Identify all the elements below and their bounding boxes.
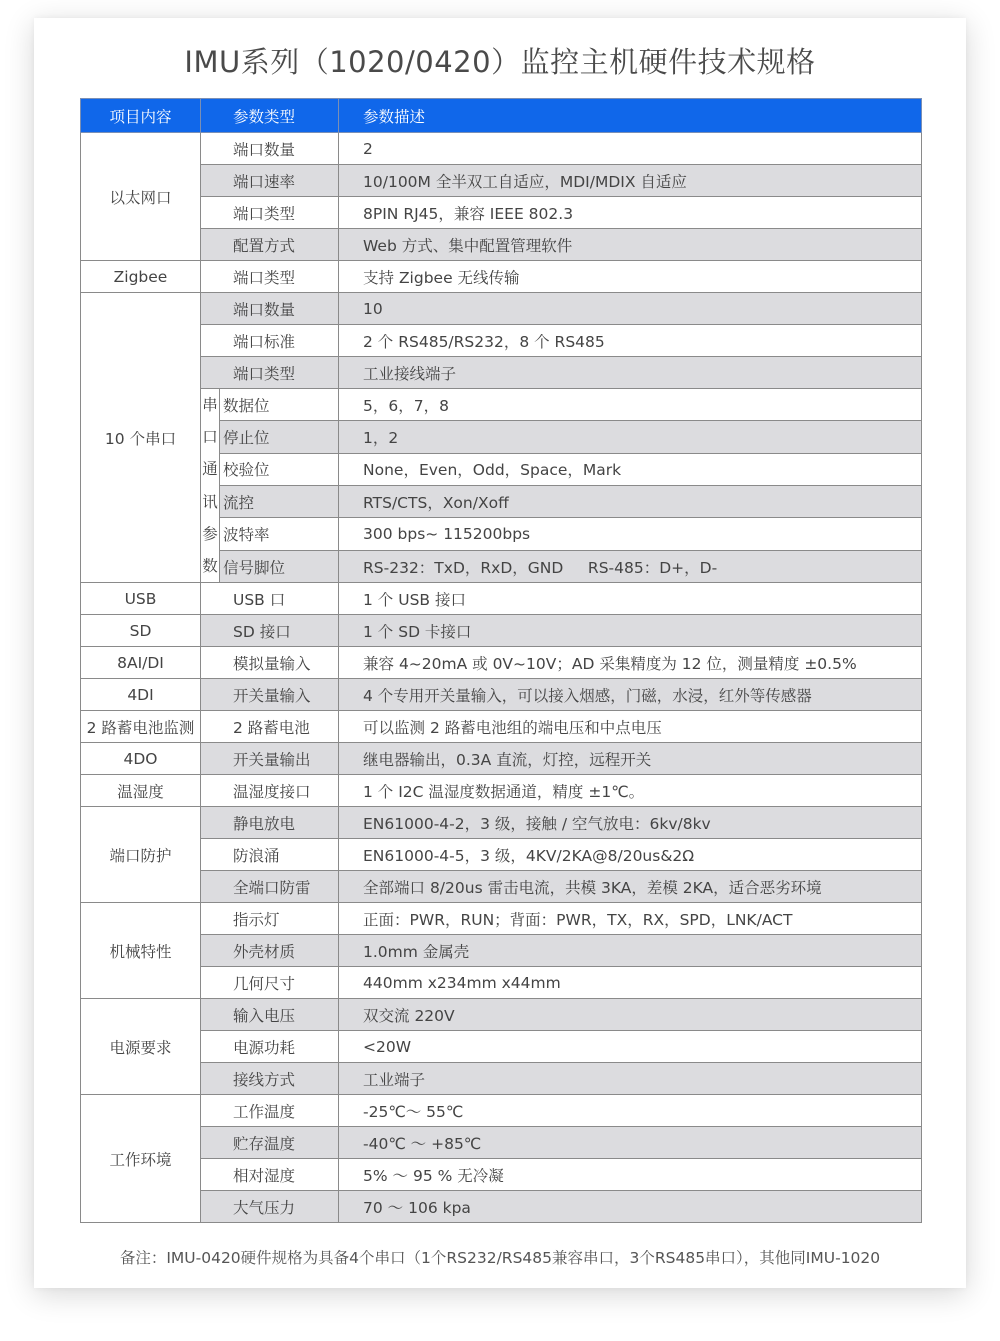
desc-cell: 正面：PWR，RUN；背面：PWR，TX，RX，SPD，LNK/ACT [339,903,922,935]
param-cell: 端口数量 [201,293,339,325]
param-cell: 输入电压 [201,999,339,1031]
desc-cell: 全部端口 8/20us 雷击电流，共模 3KA，差模 2KA，适合恶劣环境 [339,871,922,903]
desc-cell: 双交流 220V [339,999,922,1031]
param-cell: 工作温度 [201,1095,339,1127]
table-row [81,743,922,775]
param-cell: 校验位 [220,453,339,485]
desc-cell: 2 个 RS485/RS232，8 个 RS485 [339,325,922,357]
desc-cell: 1，2 [339,421,922,453]
table-row [81,871,922,903]
param-cell: 相对湿度 [201,1159,339,1191]
table-row [81,1031,922,1063]
desc-cell: Web 方式、集中配置管理软件 [339,229,922,261]
table-row [81,325,922,357]
table-row [81,229,922,261]
param-cell: 停止位 [220,421,339,453]
header-param-type: 参数类型 [201,99,339,133]
param-cell: 流控 [220,486,339,518]
category-usb: USB [81,583,201,615]
spec-table [80,98,922,1223]
header-param-desc: 参数描述 [339,99,922,133]
comm-label-char: 数 [202,557,218,576]
table-row [81,1191,922,1223]
param-cell: 2 路蓄电池 [201,711,339,743]
category-environment: 工作环境 [81,1095,201,1223]
desc-cell: 兼容 4~20mA 或 0V~10V；AD 采集精度为 12 位，测量精度 ±0.5% [339,647,922,679]
param-cell: 端口类型 [201,197,339,229]
table-row [81,679,922,711]
table-row [81,357,922,389]
comm-label-char: 参 [202,524,218,543]
desc-cell: 可以监测 2 路蓄电池组的端电压和中点电压 [339,711,922,743]
param-cell: 防浪涌 [201,839,339,871]
table-row [81,999,922,1031]
category-ethernet: 以太网口 [81,133,201,261]
table-row [81,389,922,421]
table-row [81,903,922,935]
table-row [81,615,922,647]
category-power: 电源要求 [81,999,201,1095]
category-do: 4DO [81,743,201,775]
param-cell: 指示灯 [201,903,339,935]
footnote: 备注：IMU-0420硬件规格为具备4个串口（1个RS232/RS485兼容串口，3个RS485串口），其他同IMU-1020 [119,1249,881,1267]
table-row [81,197,922,229]
desc-cell: None，Even，Odd，Space，Mark [339,453,922,485]
param-cell: 配置方式 [201,229,339,261]
desc-cell: 300 bps~ 115200bps [339,518,922,550]
param-cell: 数据位 [220,389,339,421]
category-protection: 端口防护 [81,807,201,903]
desc-cell: 工业端子 [339,1063,922,1095]
desc-cell: -25℃～ 55℃ [339,1095,922,1127]
param-cell: 几何尺寸 [201,967,339,999]
param-cell: SD 接口 [201,615,339,647]
desc-cell: 8PIN RJ45，兼容 IEEE 802.3 [339,197,922,229]
table-row [81,133,922,165]
desc-cell: EN61000-4-2，3 级，接触 / 空气放电：6kv/8kv [339,807,922,839]
desc-cell: EN61000-4-5，3 级，4KV/2KA@8/20us&2Ω [339,839,922,871]
desc-cell: 1 个 SD 卡接口 [339,615,922,647]
table-row [81,293,922,325]
param-cell: 端口速率 [201,165,339,197]
desc-cell: -40℃ ～ +85℃ [339,1127,922,1159]
param-cell: 电源功耗 [201,1031,339,1063]
desc-cell: 440mm x234mm x44mm [339,967,922,999]
param-cell: 温湿度接口 [201,775,339,807]
table-row [81,647,922,679]
category-serial: 10 个串口 [81,293,201,583]
desc-cell: 2 [339,133,922,165]
desc-cell: 10 [339,293,922,325]
param-cell: 信号脚位 [220,550,339,582]
param-cell: 波特率 [220,518,339,550]
header-item: 项目内容 [81,99,201,133]
table-row [81,1095,922,1127]
comm-label-char: 口 [202,428,218,447]
param-cell: 全端口防雷 [201,871,339,903]
param-cell: 静电放电 [201,807,339,839]
comm-label-char: 串 [202,396,218,414]
category-temp-humidity: 温湿度 [81,775,201,807]
desc-cell: 继电器输出，0.3A 直流，灯控，远程开关 [339,743,922,775]
param-cell: 端口类型 [201,261,339,293]
category-mechanical: 机械特性 [81,903,201,999]
category-di: 4DI [81,679,201,711]
desc-cell: 工业接线端子 [339,357,922,389]
category-sd: SD [81,615,201,647]
category-battery: 2 路蓄电池监测 [81,711,201,743]
category-zigbee: Zigbee [81,261,201,293]
table-row [81,1159,922,1191]
page-title: IMU系列（1020/0420）监控主机硬件技术规格 [184,45,816,79]
table-row [81,1063,922,1095]
desc-cell: 10/100M 全半双工自适应，MDI/MDIX 自适应 [339,165,922,197]
param-cell: 端口数量 [201,133,339,165]
table-row [81,839,922,871]
desc-cell: 70 ～ 106 kpa [339,1191,922,1223]
desc-cell: RS-232：TxD，RxD，GND RS-485：D+，D- [339,550,922,582]
desc-cell: RTS/CTS，Xon/Xoff [339,486,922,518]
param-cell: 端口标准 [201,325,339,357]
table-row [81,967,922,999]
table-row [81,935,922,967]
param-cell: 开关量输入 [201,679,339,711]
table-row [81,583,922,615]
table-row [81,1127,922,1159]
table-row [81,261,922,293]
category-ai-di: 8AI/DI [81,647,201,679]
param-cell: USB 口 [201,583,339,615]
desc-cell: 支持 Zigbee 无线传输 [339,261,922,293]
desc-cell: 1 个 USB 接口 [339,583,922,615]
param-cell: 接线方式 [201,1063,339,1095]
desc-cell: 4 个专用开关量输入，可以接入烟感，门磁，水浸，红外等传感器 [339,679,922,711]
desc-cell: 5，6，7，8 [339,389,922,421]
param-cell: 端口类型 [201,357,339,389]
desc-cell: 5% ～ 95 % 无冷凝 [339,1159,922,1191]
table-row [81,165,922,197]
comm-label-char: 通 [202,460,218,479]
serial-comm-params-label [201,389,220,583]
param-cell: 模拟量输入 [201,647,339,679]
desc-cell: <20W [339,1031,922,1063]
param-cell: 贮存温度 [201,1127,339,1159]
param-cell: 外壳材质 [201,935,339,967]
param-cell: 开关量输出 [201,743,339,775]
desc-cell: 1.0mm 金属壳 [339,935,922,967]
table-header-row [81,99,922,133]
desc-cell: 1 个 I2C 温湿度数据通道，精度 ±1℃。 [339,775,922,807]
param-cell: 大气压力 [201,1191,339,1223]
comm-label-char: 讯 [202,492,218,511]
table-row [81,711,922,743]
table-row [81,775,922,807]
table-row [81,807,922,839]
